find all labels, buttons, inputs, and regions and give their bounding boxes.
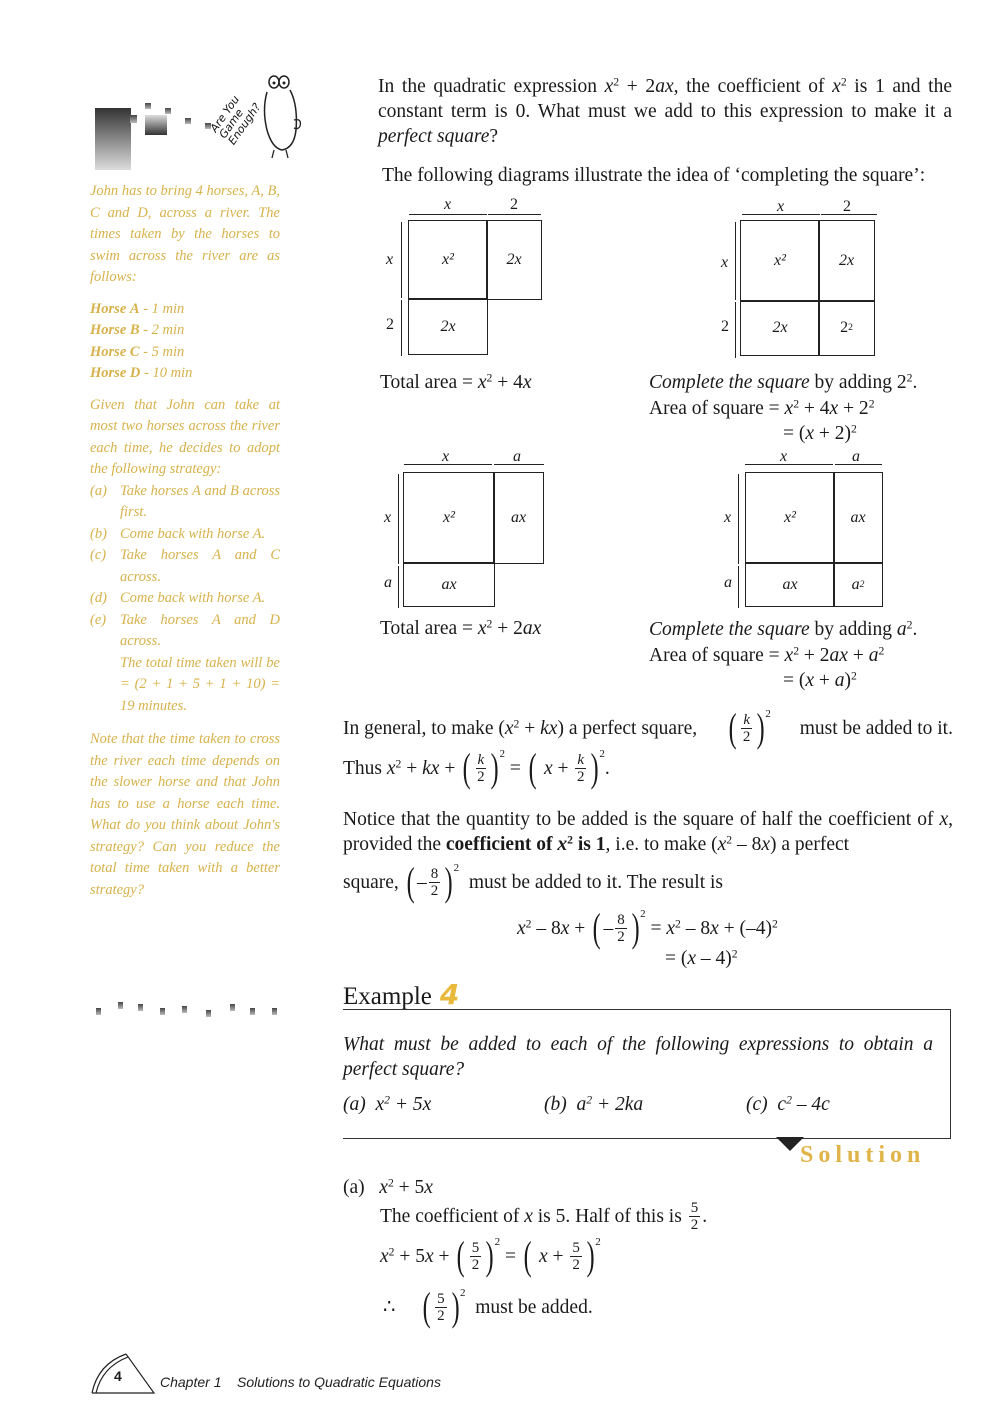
strategy-step: (c) Take horses A and C across. <box>90 547 280 585</box>
cell-ax: ax <box>833 472 883 564</box>
decorative-square <box>130 115 137 123</box>
solution-a-header: (a) $x^2 + 5x$ <box>343 1176 433 1198</box>
chapter-title: Solutions to Quadratic Equations <box>237 1374 441 1390</box>
decorative-square <box>95 108 131 170</box>
cell-ax: ax <box>493 472 544 564</box>
solution-a-line1: The coefficient of x is 5. Half of this is $\frac{5}{2}$ . <box>380 1200 708 1233</box>
cell-a-squared: a 2 <box>833 562 883 607</box>
diagram-total-area-2ax: x a x a x² ax ax <box>380 446 550 611</box>
cell-x-squared: x² <box>403 472 495 564</box>
sidebar-intro: John has to bring 4 horses, A, B, C and D, across a river. The times taken by the horses to swim across the river are as follows: <box>90 183 280 285</box>
decorative-square <box>145 103 151 109</box>
part-a: (a) $x^2 + 5x$ <box>343 1093 432 1115</box>
cell-2-squared: 2 2 <box>818 300 875 356</box>
solution-a-conclusion: ∴ ( $\frac{5}{2}$ ) 2 must be added. <box>383 1284 593 1329</box>
diagram-complete-square-a: x a x a x² ax ax a 2 <box>718 446 888 611</box>
cell-2x: 2x <box>818 220 875 302</box>
cell-x-squared: x² <box>408 220 488 300</box>
part-b: (b) $a^2 + 2ka$ <box>544 1093 644 1115</box>
cell-ax: ax <box>403 562 495 607</box>
horse-item: Horse D - 10 min <box>90 365 193 381</box>
example-question: What must be added to each of the following expressions to obtain a perfect square? <box>343 1034 933 1080</box>
horse-item: Horse C - 5 min <box>90 343 185 360</box>
diagram-total-area-4x: x 2 x 2 x² 2x 2x <box>380 196 550 356</box>
page-number-triangle-icon <box>88 1352 158 1397</box>
solution-a-line2: $x^2 + 5x$ + ( $\frac{5}{2}$ ) 2 = ( x + $\frac{5}{2}$ ) 2 <box>380 1233 601 1278</box>
horse-list <box>90 299 280 385</box>
result-line-1: $x^2 - 8x$ + ( – $\frac{8}{2}$ ) 2 = $x^2 - 8x + (-4)^2$ <box>517 905 778 950</box>
page-number: 4 <box>114 1368 122 1384</box>
total-time: The total time taken will be = (2 + 1 + 5 + 1 + 10) = 19 minutes. <box>120 654 280 714</box>
diagram-2-caption: Complete the square by adding $2^2$. Area of square = $x^2 + 4x + 2^2$ = $(x + 2)^2$ <box>649 371 918 444</box>
general-identity: Thus $x^2$ + kx + ( $\frac{k}{2}$ ) 2 = ( x + $\frac{k}{2}$ ) 2 . <box>343 745 610 790</box>
decorative-square <box>185 118 191 124</box>
solution-label: Solution <box>800 1142 926 1168</box>
cell-ax: ax <box>745 562 835 607</box>
result-line-2: = (x – 4)$^2$ <box>665 947 738 969</box>
diagrams-intro: The following diagrams illustrate the idea of ‘completing the square’: <box>382 165 926 186</box>
page-footer <box>88 1352 441 1397</box>
decorative-square <box>145 115 167 135</box>
strategy-intro: Given that John can take at most two horses across the river each time, he decides to adopt the following strategy: <box>90 396 280 477</box>
diagram-4-caption: Complete the square by adding $a^2$. Area of square = $x^2 + 2ax + a^2$ = $(x + a)^2$ <box>649 618 918 691</box>
cell-x-squared: x² <box>745 472 835 564</box>
mascot-logo <box>207 70 302 160</box>
horse-item: Horse A - 1 min <box>90 300 185 317</box>
notice-paragraph: Notice that the quantity to be added is the square of half the coefficient of x, provided the coefficient of $x^2$ is 1, i.e. to make $(x^2 - 8x)$ a perfect <box>343 809 953 855</box>
example-heading <box>343 978 459 1011</box>
strategy-step: (e) Take horses A and D across. <box>90 611 280 649</box>
sidebar-note: Note that the time taken to cross the river each time depends on the slower horse and that John has to use a horse each time. What do you think about John's strategy? Can you reduce the total time taken with a better strategy? <box>90 731 280 898</box>
general-rule: In general, to make $(x^2 + kx)$ a perfect square, ( $\frac{k}{2}$ ) 2 must be added to it. <box>343 705 953 750</box>
cell-2x: 2x <box>486 220 542 300</box>
diagram-complete-square-2: x 2 x 2 x² 2x 2x 2 2 <box>715 196 885 361</box>
strategy-step: (b) Come back with horse A. <box>90 525 266 542</box>
cell-2x: 2x <box>408 298 488 355</box>
part-c: (c) $c^2 - 4c$ <box>746 1093 830 1115</box>
intro-paragraph: In the quadratic expression $x^2 + 2ax$, the coefficient of $x^2$ is 1 and the constant term is 0. What must we add to this expression to make it a perfect square? <box>378 75 953 147</box>
decorative-square <box>165 108 171 114</box>
example-title: Example <box>343 983 432 1010</box>
notice-continuation: square, ( – $\frac{8}{2}$ ) 2 must be added to it. The result is <box>343 859 723 904</box>
cell-2x: 2x <box>740 300 820 356</box>
horse-item: Horse B - 2 min <box>90 322 185 338</box>
diagram-1-caption: Total area = $x^2 + 4x$ <box>380 371 532 393</box>
logo-text: Are You Game Enough? <box>207 93 264 148</box>
strategy-step: (a) Take horses A and B across first. <box>90 482 280 520</box>
chapter-label: Chapter 1 <box>160 1374 222 1390</box>
diagram-3-caption: Total area = $x^2 + 2ax$ <box>380 617 542 639</box>
strategy-step: (d) Come back with horse A. <box>90 590 266 606</box>
example-number: 4 <box>439 978 460 1011</box>
cell-x-squared: x² <box>740 220 820 302</box>
